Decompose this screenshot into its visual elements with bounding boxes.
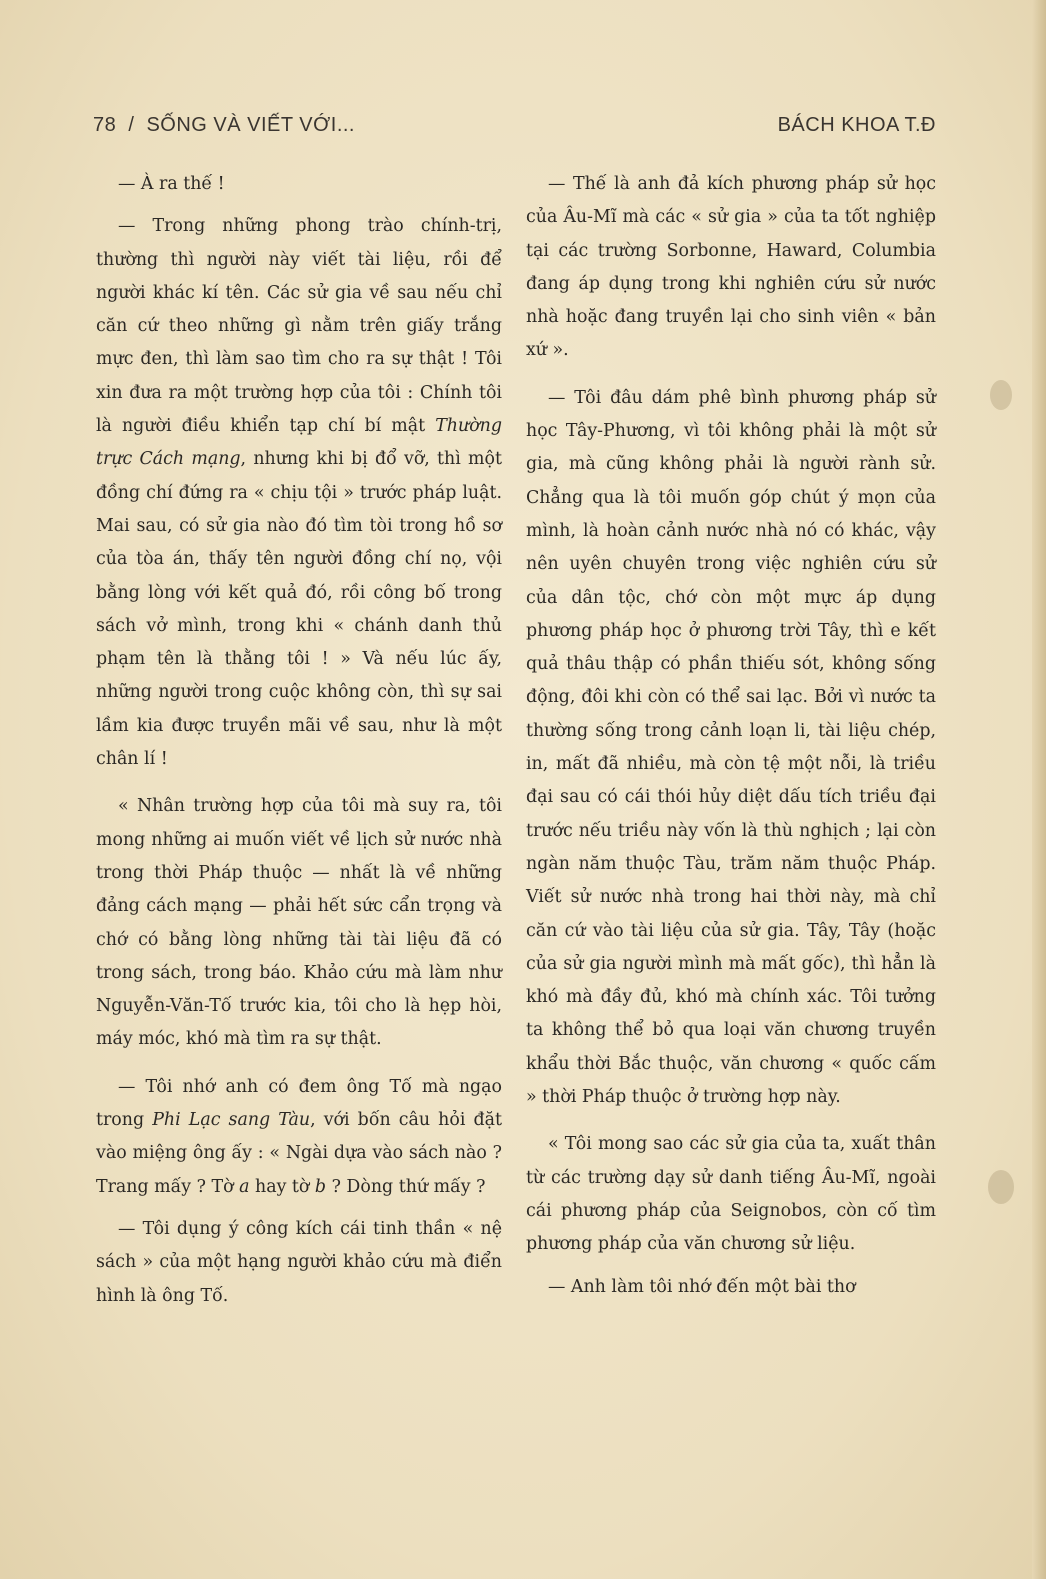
stain bbox=[990, 380, 1012, 410]
left-column bbox=[96, 168, 502, 1322]
paragraph: — Thế là anh đả kích phương pháp sử học của Âu-Mĩ mà các « sử gia » của ta tốt nghiệp tại các trường Sorbonne, Haward, Columbia đang áp dụng trong khi nghiên cứu sử nước nhà hoặc đang truyền lại cho sinh viên « bản xứ ». bbox=[526, 174, 936, 361]
paragraph bbox=[96, 1071, 502, 1204]
running-title: SỐNG VÀ VIẾT VỚI... bbox=[146, 114, 355, 136]
text-run: — Trong những phong trào chính-trị, thường thì người này viết tài liệu, rồi để người khác kí tên. Các sử gia về sau nếu chỉ căn cứ theo những gì nằm trên giấy trắng mực đen, thì làm sao tìm cho ra sự thật ! Tôi xin đưa ra một trường hợp của tôi : Chính tôi là người điều khiển tạp chí bí mật bbox=[96, 216, 502, 437]
header-left bbox=[93, 114, 361, 137]
magazine-title: Thường trực Cách mạng bbox=[96, 416, 502, 470]
text-run: — Tôi nhớ anh có đem ông Tố mà ngạo trong bbox=[96, 1076, 502, 1131]
paragraph: « Nhân trường hợp của tôi mà suy ra, tôi mong những ai muốn viết về lịch sử nước nhà trong thời Pháp thuộc — nhất là về những đảng cách mạng — phải hết sức cẩn trọng và chớ có bằng lòng những tài tài liệu đã có trong sách, trong báo. Khảo cứu mà làm như Nguyễn-Văn-Tố trước kia, tôi cho là hẹp hòi, máy móc, khó mà tìm ra sự thật. bbox=[96, 796, 502, 1050]
paragraph: « Tôi mong sao các sử gia của ta, xuất thân từ các trường dạy sử danh tiếng Âu-Mĩ, ngoài cái phương pháp của Seignobos, còn cố tìm phương pháp của văn chương sử liệu. bbox=[526, 1134, 936, 1255]
text-run: ? Dòng thứ mấy ? bbox=[326, 1176, 486, 1197]
paragraph: — Tôi đâu dám phê bình phương pháp sử học Tây-Phương, vì tôi không phải là một sử gia, mà cũng không phải là người rành sử. Chẳng qua là tôi muốn góp chút ý mọn của mình, là hoàn cảnh nước nhà nó có khác, vậy nên uyên chuyên trong việc nghiên cứu sử của dân tộc, chớ còn một mực áp dụng phương pháp học ở phương trời Tây, thì e kết quả thâu thập có phần thiếu sót, không sống động, đôi khi còn có thể sai lạc. Bởi vì nước ta thường sống trong cảnh loạn li, tài liệu chép, in, mất đã nhiều, mà còn tệ một nỗi, là triều đại sau có cái thói hủy diệt dấu tích triều đại trước nếu triều này vốn là thù nghịch ; lại còn ngàn năm thuộc Tàu, trăm năm thuộc Pháp. Viết sử nước nhà trong hai thời này, mà chỉ căn cứ vào tài liệu của sử gia. Tây, Tây (hoặc của sử gia người mình mà mất gốc), thì hẳn là khó mà đầy đủ, khó mà chính xác. Tôi tưởng ta không thể bỏ qua loại văn chương truyền khẩu thời Bắc thuộc, văn chương « quốc cấm » thời Pháp thuộc ở trường hợp này. bbox=[526, 387, 936, 1108]
paragraph: — Tôi dụng ý công kích cái tinh thần « nệ sách » của một hạng người khảo cứu mà điển hình là ông Tố. bbox=[96, 1218, 502, 1306]
book-title: Phi Lạc sang Tàu bbox=[152, 1110, 311, 1131]
right-column bbox=[526, 168, 936, 1313]
page-edge bbox=[1032, 0, 1046, 1579]
paragraph: — Anh làm tôi nhớ đến một bài thơ bbox=[548, 1276, 856, 1297]
text-run: , nhưng khi bị đổ vỡ, thì một đồng chí đứng ra « chịu tội » trước pháp luật. Mai sau, có sử gia nào đó tìm tòi trong hồ sơ của tòa án, thấy tên người đồng chí nọ, vội bằng lòng với kết quả đó, rồi công bố trong sách vở mình, trong khi « chánh danh thủ phạm tên là thằng tôi ! » Và nếu lúc ấy, những người trong cuộc không còn, thì sự sai lầm kia được truyền mãi về sau, như là một chân lí ! bbox=[96, 449, 503, 770]
paragraph: — À ra thế ! bbox=[118, 174, 225, 194]
running-header bbox=[93, 114, 936, 144]
text-run: hay tờ bbox=[249, 1176, 315, 1197]
text-run: , với bốn câu hỏi đặt vào miệng ông ấy : « Ngài dựa vào sách nào ? Trang mấy ? Tờ bbox=[96, 1110, 502, 1197]
header-separator: / bbox=[128, 114, 135, 136]
text-run: b bbox=[314, 1176, 327, 1197]
text-run: a bbox=[239, 1176, 250, 1197]
page-number: 78 bbox=[93, 114, 117, 136]
journal-title: BÁCH KHOA T.Đ bbox=[777, 114, 936, 136]
stain bbox=[988, 1170, 1014, 1204]
paragraph bbox=[96, 210, 502, 776]
